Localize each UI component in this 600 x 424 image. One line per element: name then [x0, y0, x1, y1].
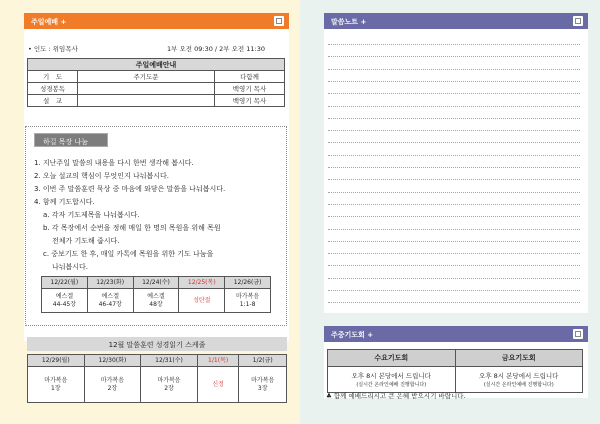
- notes-card: [324, 13, 588, 313]
- reading-book: 마가복음: [157, 376, 181, 384]
- calendar-reading-holiday: 성탄절: [179, 289, 225, 313]
- table-row: [28, 71, 285, 83]
- calendar-date: 12/22(월): [42, 277, 88, 289]
- calendar-date-holiday: 12/25(목): [179, 277, 225, 289]
- reading-book: 마가복음: [251, 376, 275, 384]
- sharing-line: a. 각자 기도제목을 나눠봅시다.: [43, 211, 140, 219]
- note-line[interactable]: [328, 93, 580, 94]
- worship-header-label: 주일예배 +: [31, 18, 67, 26]
- note-line[interactable]: [328, 44, 580, 45]
- row-mid: [78, 95, 215, 107]
- reading-book: 마가복음: [236, 292, 260, 300]
- prayer-header-label: 주중기도회 +: [331, 331, 374, 339]
- prayer-time: 오후 8시 본당에서 드립니다: [479, 372, 559, 380]
- row-label: 설 교: [28, 95, 78, 107]
- reading-chapter: 44-45장: [52, 300, 77, 308]
- schedule-date-holiday: 1/1(목): [197, 355, 239, 367]
- sharing-line: 2. 오늘 설교의 핵심이 무엇인지 나눠봅시다.: [34, 172, 169, 180]
- schedule-title: 12월 말씀훈련 성경읽기 스케줄: [27, 337, 287, 351]
- reading-chapter: 1:1-8: [239, 300, 256, 308]
- note-line[interactable]: [328, 204, 580, 205]
- note-line[interactable]: [328, 241, 580, 242]
- note-line[interactable]: [328, 106, 580, 107]
- worship-times: 1부 오전 09:30 / 2부 오전 11:30: [167, 45, 265, 53]
- note-line[interactable]: [328, 253, 580, 254]
- reading-book: 예스겔: [101, 292, 119, 300]
- table-row: [28, 83, 285, 95]
- note-line[interactable]: [328, 142, 580, 143]
- prayer-col-title: 수요기도회: [328, 350, 456, 367]
- table-row: [28, 95, 285, 107]
- schedule-date: 12/29(월): [28, 355, 85, 367]
- reading-book: 마가복음: [44, 376, 68, 384]
- reading-chapter: 2장: [107, 384, 118, 392]
- row-label: 성경봉독: [28, 83, 78, 95]
- schedule-reading: [239, 367, 287, 403]
- sharing-line: 1. 지난주일 말씀의 내용을 다시 한번 생각해 봅시다.: [34, 159, 194, 167]
- row-right: 다함께: [215, 71, 285, 83]
- schedule-date: 12/30(화): [84, 355, 141, 367]
- prayer-time: 오후 8시 본당에서 드립니다: [351, 372, 431, 380]
- reading-chapter: 2장: [164, 384, 174, 392]
- worship-table: [27, 58, 285, 107]
- note-line[interactable]: [328, 69, 580, 70]
- reading-book: 예스겔: [147, 292, 165, 300]
- schedule-reading: [28, 367, 85, 403]
- calendar-reading: [225, 289, 271, 313]
- note-line[interactable]: [328, 278, 580, 279]
- row-right: 백영기 목사: [215, 83, 285, 95]
- row-right: 백영기 목사: [215, 95, 285, 107]
- sharing-line: 전체가 기도해 줍시다.: [52, 237, 120, 245]
- note-line[interactable]: [328, 302, 580, 303]
- prayer-col-title: 금요기도회: [455, 350, 583, 367]
- row-label: 기 도: [28, 71, 78, 83]
- row-mid: [78, 83, 215, 95]
- sharing-line: c. 중보기도 한 후, 매일 카톡에 목원을 위한 기도 나눔을: [43, 250, 214, 258]
- bookmark-icon[interactable]: [274, 16, 284, 26]
- prayer-note: (실시간 온라인예배 진행합니다): [356, 382, 427, 388]
- note-line[interactable]: [328, 130, 580, 131]
- calendar-reading: [87, 289, 133, 313]
- worship-table-title: 주일예배안내: [28, 59, 285, 71]
- row-mid: 주기도문: [78, 71, 215, 83]
- notes-header-label: 말씀노트 +: [331, 18, 367, 26]
- schedule-date: 1/2(금): [239, 355, 287, 367]
- schedule-reading: [141, 367, 198, 403]
- note-line[interactable]: [328, 290, 580, 291]
- note-line[interactable]: [328, 216, 580, 217]
- prayer-footer: ♣ 함께 예배드리시고 큰 은혜 받으시기 바랍니다.: [326, 392, 466, 400]
- sharing-line: 3. 이번 주 말씀훈련 묵상 중 마음에 와닿은 말씀을 나눠봅시다.: [34, 185, 226, 193]
- prayer-header: [324, 326, 588, 342]
- note-line[interactable]: [328, 229, 580, 230]
- note-line[interactable]: [328, 118, 580, 119]
- calendar-reading: [133, 289, 179, 313]
- sharing-line: b. 각 목장에서 순번을 정해 매일 한 명의 목원을 위해 목원: [43, 224, 221, 232]
- sharing-line: 4. 함께 기도합시다.: [34, 198, 95, 206]
- schedule-reading-holiday: 신정: [197, 367, 239, 403]
- calendar-reading: [42, 289, 88, 313]
- worship-leader: • 인도 : 위임목사: [28, 45, 78, 53]
- prayer-col-info: [328, 367, 456, 393]
- reading-chapter: 46-47장: [98, 300, 122, 308]
- reading-chapter: 1장: [50, 384, 61, 392]
- bookmark-icon[interactable]: [573, 16, 583, 26]
- reading-chapter: 48장: [149, 300, 163, 308]
- reading-book: 예스겔: [55, 292, 74, 300]
- calendar-date: 12/23(화): [87, 277, 133, 289]
- note-line[interactable]: [328, 167, 580, 168]
- sharing-calendar: [41, 276, 271, 313]
- note-line[interactable]: [328, 81, 580, 82]
- note-line[interactable]: [328, 155, 580, 156]
- worship-header: [24, 13, 289, 29]
- reading-book: 마가복음: [100, 376, 124, 384]
- bookmark-icon[interactable]: [573, 329, 583, 339]
- calendar-date: 12/26(금): [225, 277, 271, 289]
- note-line[interactable]: [328, 265, 580, 266]
- sharing-tag: 하길 목장 나눔: [34, 133, 108, 147]
- note-line[interactable]: [328, 56, 580, 57]
- schedule-date: 12/31(수): [141, 355, 198, 367]
- prayer-table: [327, 349, 583, 393]
- sharing-line: 나눠봅시다.: [52, 263, 89, 271]
- schedule-calendar: [27, 354, 287, 403]
- reading-chapter: 3장: [257, 384, 268, 392]
- schedule-reading: [84, 367, 141, 403]
- note-line[interactable]: [328, 179, 580, 180]
- calendar-date: 12/24(수): [133, 277, 179, 289]
- note-line[interactable]: [328, 192, 580, 193]
- notes-header: [324, 13, 588, 29]
- prayer-note: (실시간 온라인예배 진행합니다): [483, 382, 554, 388]
- prayer-col-info: [455, 367, 583, 393]
